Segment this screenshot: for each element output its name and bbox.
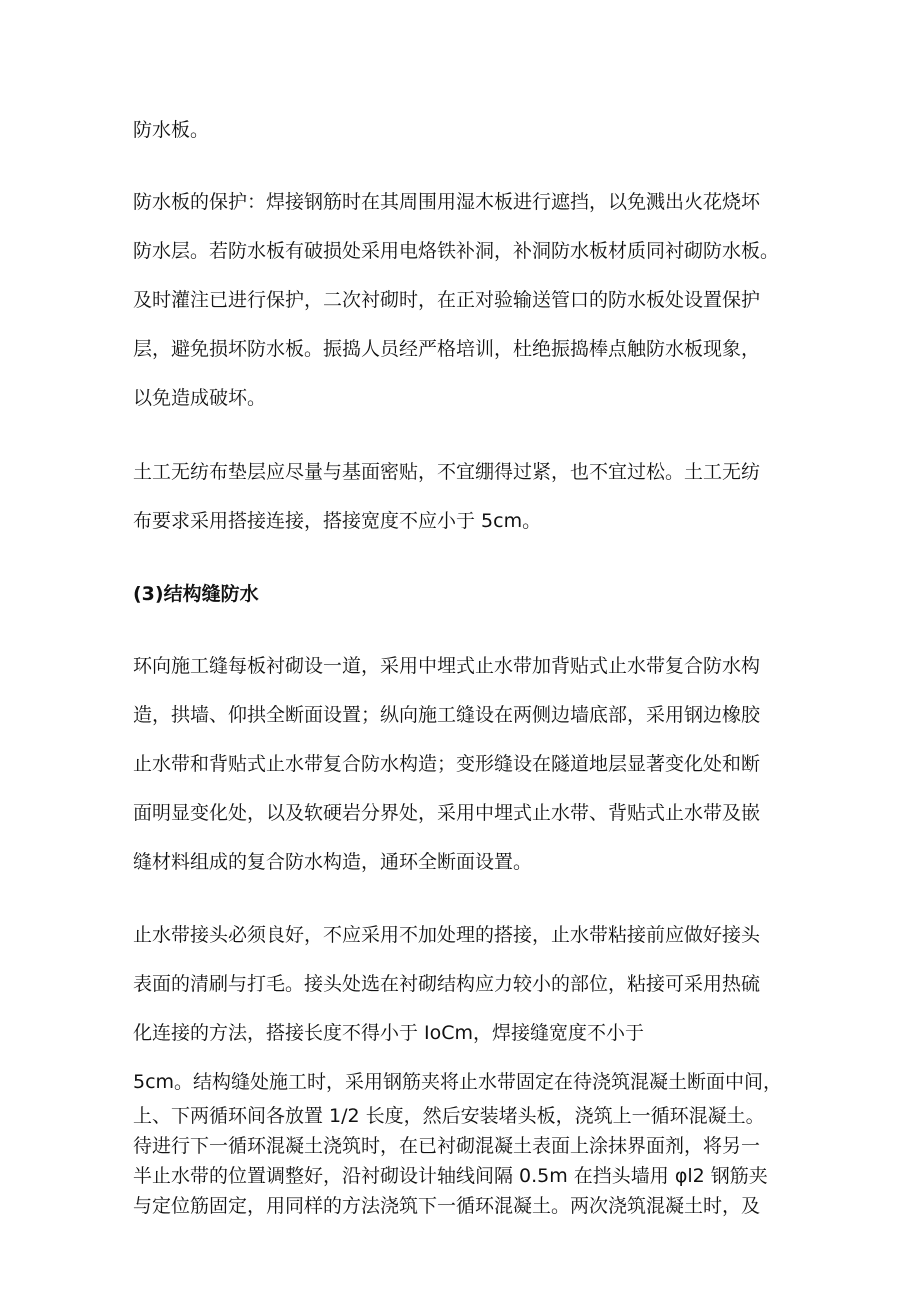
text-line: 上、下两循环间各放置 1/2 长度，然后安装堵头板，浇筑上一循环混凝土。	[133, 1105, 765, 1127]
text-line: 5cm。结构缝处施工时，采用钢筋夹将止水带固定在待浇筑混凝土断面中间，	[133, 1071, 783, 1093]
text-line: 及时灌注已进行保护，二次衬砌时，在正对验输送管口的防水板处设置保护	[133, 289, 761, 311]
text-line: 止水带接头必须良好，不应采用不加处理的搭接，止水带粘接前应做好接头	[133, 924, 761, 946]
text-line: 环向施工缝每板衬砌设一道，采用中埋式止水带加背贴式止水带复合防水构	[133, 655, 761, 677]
text-line: 防水层。若防水板有破损处采用电烙铁补洞，补洞防水板材质同衬砌防水板。	[133, 240, 780, 262]
section-heading: (3)结构缝防水	[133, 583, 259, 605]
text-line: 表面的清刷与打毛。接头处选在衬砌结构应力较小的部位，粘接可采用热硫	[133, 973, 761, 995]
text-line: 与定位筋固定，用同样的方法浇筑下一循环混凝土。两次浇筑混凝土时，及	[133, 1195, 761, 1217]
text-line: 土工无纺布垫层应尽量与基面密贴，不宜绷得过紧，也不宜过松。土工无纺	[133, 461, 761, 483]
text-line: 防水板的保护：焊接钢筋时在其周围用湿木板进行遮挡，以免溅出火花烧坏	[133, 191, 761, 213]
text-line: 造，拱墙、仰拱全断面设置；纵向施工缝设在两侧边墙底部，采用钢边橡胶	[133, 704, 761, 726]
text-line: 布要求采用搭接连接，搭接宽度不应小于 5cm。	[133, 510, 542, 532]
text-line: 半止水带的位置调整好，沿衬砌设计轴线间隔 0.5m 在挡头墙用 φl2 钢筋夹	[133, 1165, 768, 1187]
text-line: 缝材料组成的复合防水构造，通环全断面设置。	[133, 851, 533, 873]
text-line: 化连接的方法，搭接长度不得小于 IoCm，焊接缝宽度不小于	[133, 1022, 645, 1044]
text-line: 待进行下一循环混凝土浇筑时，在已衬砌混凝土表面上涂抹界面剂，将另一	[133, 1135, 761, 1157]
text-line: 以免造成破坏。	[133, 387, 267, 409]
text-line: 防水板。	[133, 119, 210, 141]
text-line: 止水带和背贴式止水带复合防水构造；变形缝设在隧道地层显著变化处和断	[133, 753, 761, 775]
text-line: 面明显变化处，以及软硬岩分界处，采用中埋式止水带、背贴式止水带及嵌	[133, 802, 761, 824]
text-line: 层，避免损坏防水板。振捣人员经严格培训，杜绝振捣棒点触防水板现象，	[133, 338, 761, 360]
